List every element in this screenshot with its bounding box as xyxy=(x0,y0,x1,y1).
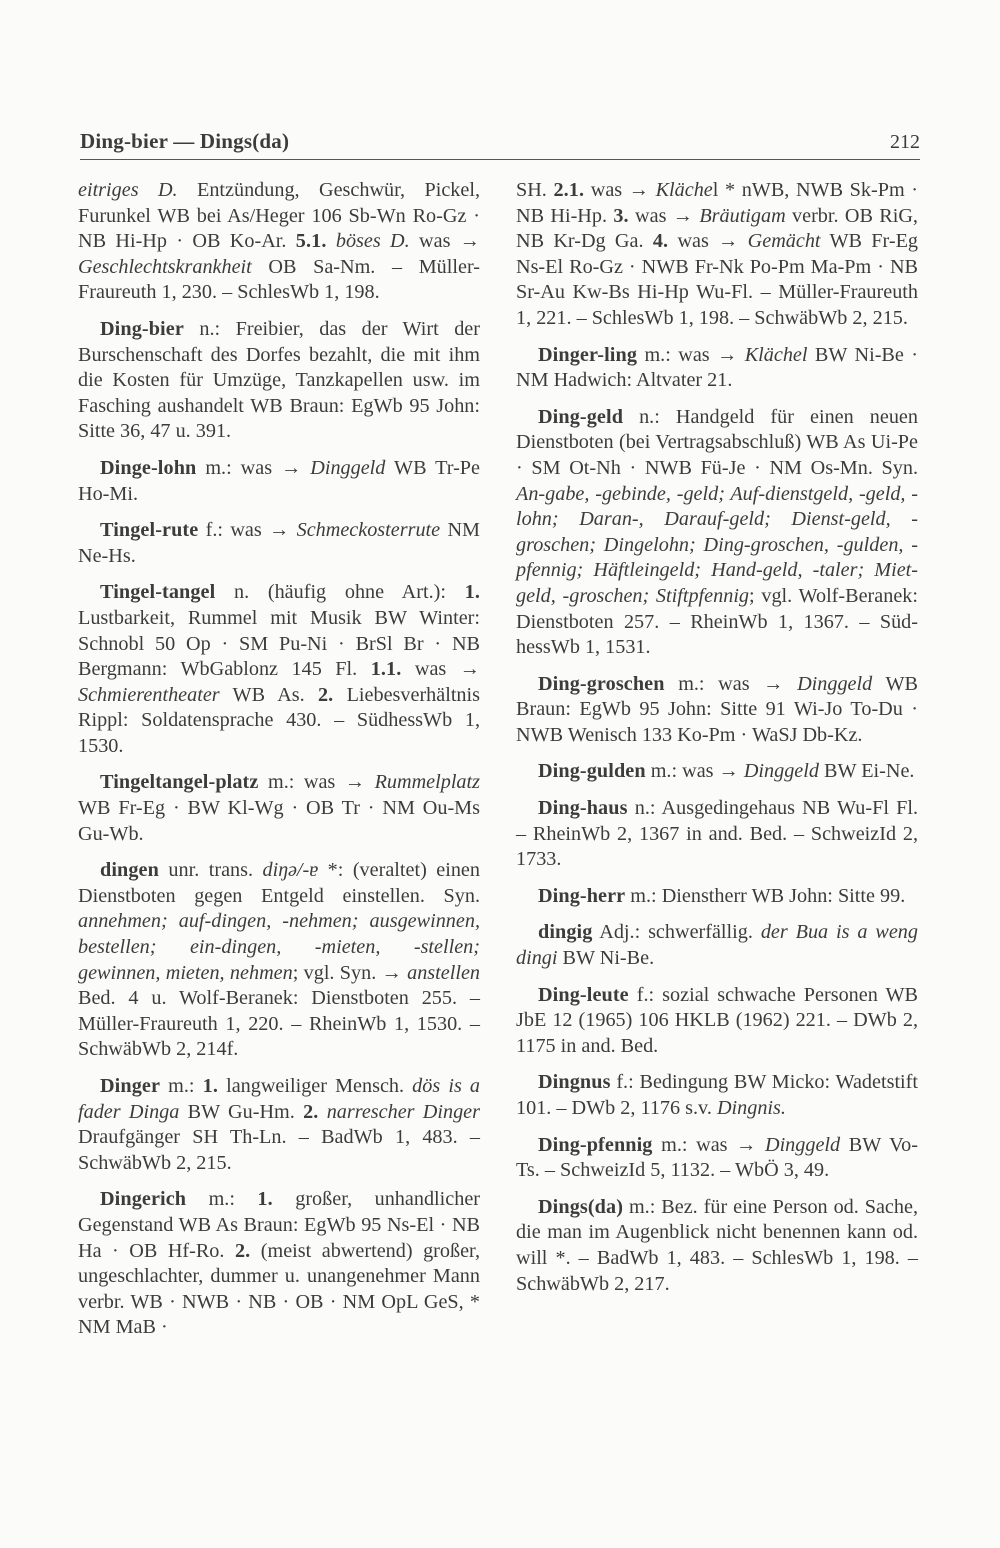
entry-text: verbr. OB RiG, NB Kr-Dg Ga. xyxy=(516,204,918,253)
entry-text: Adj.: schwerfällig. xyxy=(592,921,761,944)
entry-text: ; vgl. Syn. → xyxy=(292,961,408,984)
headword: Ding-gulden xyxy=(538,760,646,783)
sense-number: 4. xyxy=(652,230,669,253)
headword: dingig xyxy=(538,921,593,944)
entry-text: was → xyxy=(628,204,700,227)
dictionary-entry xyxy=(78,1187,480,1341)
entry-text: BW Ei-Ne. xyxy=(818,760,915,783)
right-column xyxy=(516,178,918,1308)
entry-text: m.: Dienstherr WB John: Sitte 99. xyxy=(625,884,906,907)
headword: Dinger xyxy=(100,1075,161,1097)
headword: Dinger-ling xyxy=(538,343,638,366)
entry-text: m.: was → xyxy=(645,760,744,783)
entry-text: m.: Bez. für eine Person od. Sache, die man im Augenblick nicht benennen kann od. will *. – BadWb 1, 483. – SchlesWb 1, 198. – SchwäbWb 2, 217. xyxy=(516,1195,918,1295)
entry-text: l * nWB, NWB Sk-Pm · NB Hi-Hp. xyxy=(516,179,918,227)
entry-text: n.: Handgeld für einen neuen Dienstboten (bei Vertragsabschluß) WB As Ui-Pe · SM Ot-Nh · NWB Fü-Je · NM Os-Mn. Syn. xyxy=(516,405,918,479)
entry-text: m.: xyxy=(186,1188,258,1211)
entry-text: WB As. xyxy=(219,683,318,706)
dictionary-entry xyxy=(78,858,480,1063)
headword: Ding-pfennig xyxy=(538,1133,653,1156)
headword: Tingeltangel-platz xyxy=(100,771,259,794)
italic-text: Dinggeld xyxy=(310,456,386,479)
sense-number: 3. xyxy=(613,204,629,227)
italic-text: Klächel xyxy=(744,343,808,366)
entry-text: m.: was → xyxy=(652,1133,765,1156)
entry-continuation xyxy=(516,178,918,332)
dictionary-entry xyxy=(516,343,918,394)
entry-text: WB Fr-Eg · BW Kl-Wg · OB Tr · NM Ou-Ms Gu-Wb. xyxy=(78,797,480,845)
entry-text: WB Fr-Eg Ns-El Ro-Gz · NWB Fr-Nk Po-Pm Ma-Pm · NB Sr-Au Kw-Bs Hi-Hp Wu-Fl. – Müller-Fraureuth 1, 221. – SchlesWb 1, 198. – SchwäbWb 2, 215. xyxy=(516,230,918,329)
italic-text: annehmen; auf-dingen, -nehmen; ausgewinnen, bestellen; ein-dingen, -mieten, -stellen; gewinnen, mieten, nehmen xyxy=(78,910,480,984)
entry-text: WB Tr-Pe Ho-Mi. xyxy=(78,456,480,505)
italic-text: eitriges D. xyxy=(78,179,178,201)
entry-text: ; vgl. Wolf-Beranek: Dienstboten 257. – RheinWb 1, 1367. – SüdhessWb 1, 1531. xyxy=(516,584,918,659)
sense-number: 2.1. xyxy=(553,179,585,201)
sense-number: 2. xyxy=(234,1239,251,1262)
italic-text: Schmierentheater xyxy=(78,683,220,706)
entry-text: Draufgänger SH Th-Ln. – BadWb 1, 483. – SchwäbWb 2, 215. xyxy=(78,1126,480,1174)
entry-text: n.: Ausgedingehaus NB Wu-Fl Fl. – RheinWb 2, 1367 in and. Bed. – SchweizId 2, 1733. xyxy=(516,797,918,871)
entry-text: WB Braun: EgWb 95 John: Sitte 91 Wi-Jo To-Du · NWB Wenisch 133 Ko-Pm · WaSJ Db-Kz. xyxy=(516,672,918,746)
dictionary-entry xyxy=(78,580,480,759)
entry-text: was → xyxy=(409,230,480,253)
italic-text: dös is a fader Dinga xyxy=(78,1075,481,1123)
entry-text: m.: was → xyxy=(258,771,375,794)
headword: Ding-bier xyxy=(100,317,184,340)
italic-text: Dinggeld xyxy=(764,1133,841,1156)
sense-number: 1.1. xyxy=(370,658,402,681)
italic-text: narrescher Dinger xyxy=(326,1100,480,1123)
headword: Ding-haus xyxy=(538,797,628,820)
italic-text: Geschlechtskrankheit xyxy=(78,255,252,278)
italic-text: Bräutigam xyxy=(699,204,786,227)
headword: Dinge-lohn xyxy=(100,456,197,479)
dictionary-entry xyxy=(516,1070,918,1121)
italic-text: anstellen xyxy=(407,961,480,984)
entry-continuation xyxy=(78,178,480,306)
entry-text: Entzündung, Geschwür, Pickel, Furunkel WB bei As/Heger 106 Sb-Wn Ro-Gz · NB Hi-Hp · OB Ko-Ar. xyxy=(78,179,480,253)
entry-text: BW Ni-Be · NM Hadwich: Altvater 21. xyxy=(516,343,918,392)
sense-number: 2. xyxy=(317,683,334,706)
dictionary-entry xyxy=(516,759,918,785)
running-title: Ding-bier — Dings(da) xyxy=(80,129,290,153)
entry-text: (meist abwertend) großer, ungeschlachter, dummer u. unangenehmer Mann verbr. WB · NWB · NB · OB · NM OpL GeS, * NM MaB · xyxy=(78,1239,480,1339)
headword: Ding-leute xyxy=(538,983,629,1006)
entry-text: SH. xyxy=(516,179,554,201)
sense-number: 2. xyxy=(303,1100,319,1123)
headword: Dingnus xyxy=(538,1071,611,1094)
italic-text: böses D. xyxy=(335,230,410,253)
entry-text: Bed. 4 u. Wolf-Beranek: Dienstboten 255. – Müller-Fraureuth 1, 220. – RheinWb 1, 1530. – SchwäbWb 2, 214f. xyxy=(78,987,480,1061)
entry-text: m.: was → xyxy=(637,343,745,366)
sense-number: 1. xyxy=(464,581,480,604)
italic-text: Dingnis. xyxy=(716,1097,786,1119)
dictionary-entry xyxy=(516,983,918,1060)
italic-text: Schmeckosterrute xyxy=(296,519,441,542)
dictionary-entry xyxy=(516,796,918,873)
italic-text: Dinggeld xyxy=(797,672,873,695)
headword: dingen xyxy=(100,859,159,882)
italic-text: Rummelplatz xyxy=(374,771,480,794)
entry-text: was → xyxy=(401,658,480,681)
entry-text: BW Gu-Hm. xyxy=(179,1100,304,1123)
dictionary-entry xyxy=(78,456,480,507)
sense-number: 1. xyxy=(257,1188,273,1211)
entry-text: großer, unhandlicher Gegenstand WB As Braun: EgWb 95 Ns-El · NB Ha · OB Hf-Ro. xyxy=(78,1188,480,1262)
italic-text: Gemächt xyxy=(747,230,821,253)
italic-text: Kläche xyxy=(655,179,713,201)
entry-text: m.: was → xyxy=(664,672,798,695)
headword: Tingel-rute xyxy=(100,519,199,542)
dictionary-entry xyxy=(516,672,918,749)
page-number: 212 xyxy=(890,131,920,153)
dictionary-entry xyxy=(516,920,918,971)
dictionary-entry xyxy=(78,518,480,569)
sense-number: 5.1. xyxy=(295,230,327,253)
entry-text: unr. trans. xyxy=(158,859,263,882)
headword: Ding-groschen xyxy=(538,672,665,695)
italic-text: Dinggeld xyxy=(743,760,819,783)
entry-text: *: (veraltet) einen Dienstboten gegen Entgeld einstellen. Syn. xyxy=(78,859,480,907)
italic-text: diŋə/-ɐ xyxy=(262,859,319,882)
dictionary-entry xyxy=(78,770,480,847)
entry-text: f.: sozial schwache Personen WB JbE 12 (1965) 106 HKLB (1962) 221. – DWb 2, 1175 in and. Bed. xyxy=(516,983,918,1057)
entry-text: OB Sa-Nm. – Müller-Fraureuth 1, 230. – SchlesWb 1, 198. xyxy=(78,255,480,304)
sense-number: 1. xyxy=(202,1075,218,1097)
entry-text: m.: xyxy=(160,1075,203,1097)
headword: Ding-herr xyxy=(538,884,626,907)
headword: Dingerich xyxy=(100,1188,187,1211)
dictionary-entry xyxy=(516,405,918,661)
entry-text: f.: was → xyxy=(198,519,297,542)
entry-text: BW Ni-Be. xyxy=(557,947,655,970)
dictionary-entry xyxy=(516,1133,918,1184)
headword: Tingel-tangel xyxy=(100,581,216,604)
entry-text: langweiliger Mensch. xyxy=(217,1075,413,1097)
headword: Ding-geld xyxy=(538,405,624,428)
entry-text: n.: Freibier, das der Wirt der Burschenschaft des Dorfes bezahlt, die mit ihm die Kosten für Umzüge, Tanzkapellen usw. im Fasching aushandelt WB Braun: EgWb 95 John: Sitte 36, 47 u. 391. xyxy=(78,317,480,443)
running-header xyxy=(80,128,920,160)
entry-text: n. (häufig ohne Art.): xyxy=(215,581,465,604)
entry-text: f.: Bedingung BW Micko: Wadetstift 101. – DWb 2, 1176 s.v. xyxy=(516,1071,918,1119)
dictionary-entry xyxy=(516,1195,918,1297)
entry-text: BW Vo-Ts. – SchweizId 5, 1132. – WbÖ 3, 49. xyxy=(516,1133,918,1182)
dictionary-entry xyxy=(78,317,480,445)
entry-text: m.: was → xyxy=(196,456,311,479)
dictionary-entry xyxy=(78,1074,480,1176)
italic-text: An-gabe, -gebinde, -geld; Auf-dienstgeld, -geld, -lohn; Daran-, Darauf-geld; Dienst-geld, -groschen; Dingelohn; Ding-groschen, -gulden, -pfennig; Häftleingeld; Hand-geld, -taler; Miet-geld, -groschen; Stiftpfennig xyxy=(516,482,918,607)
entry-text: Lustbarkeit, Rummel mit Musik BW Winter: Schnobl 50 Op · SM Pu-Ni · BrSl Br · NB Bergmann: WbGablonz 145 Fl. xyxy=(78,606,480,681)
entry-text xyxy=(326,230,335,252)
entry-text: was → xyxy=(668,230,748,253)
entry-text xyxy=(318,1101,326,1123)
entry-text: NM Ne-Hs. xyxy=(78,519,480,567)
headword: Dings(da) xyxy=(538,1195,624,1218)
left-column xyxy=(78,178,480,1352)
entry-text: Liebesverhältnis Rippl: Soldatensprache 430. – SüdhessWb 1, 1530. xyxy=(78,683,480,757)
italic-text: der Bua is a weng dingi xyxy=(516,921,918,970)
entry-text: was → xyxy=(584,179,656,201)
dictionary-entry xyxy=(516,884,918,910)
